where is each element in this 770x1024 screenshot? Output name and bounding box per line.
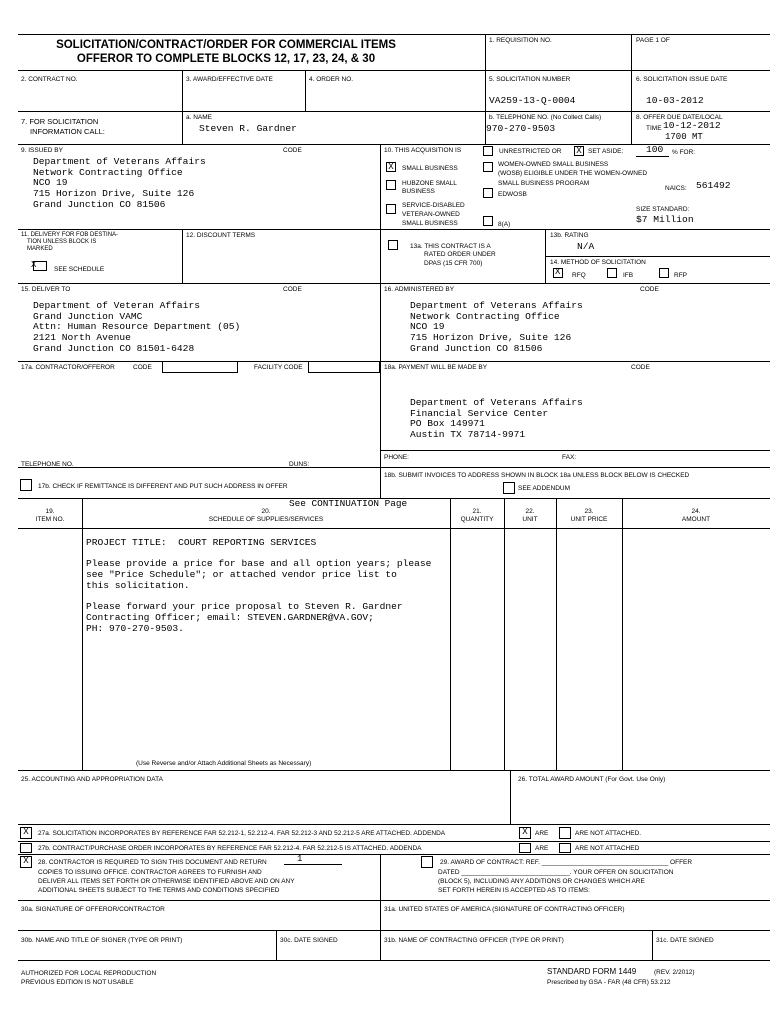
sdvosb-label-3: SMALL BUSINESS [402,220,458,227]
quantity-header: 21. [472,508,482,515]
form-subtitle: OFFEROR TO COMPLETE BLOCKS 12, 17, 23, 24, & 30 [76,53,376,65]
acquisition-label: 10. THIS ACQUISITION IS [384,147,462,154]
setaside-label: SET ASIDE: [588,148,624,155]
unit-header-2: UNIT [522,516,538,523]
remittance-checkbox[interactable] [20,479,32,491]
schedule-body: PROJECT TITLE: COURT REPORTING SERVICES Please provide a price for base and all option years; please see "Price Schedule"; or attached vendor price list to this solicitation. Please forward your price proposal to Steven R. Gardner Contracting Officer; email: STEVEN.GARDNER@VA.GOV; PH: 970-270-9503. [86,537,432,634]
see-schedule-label: SEE SCHEDULE [54,266,105,273]
telephone-label: b. TELEPHONE NO. (No Collect Calls) [489,114,602,121]
wosb-label: WOMEN-OWNED SMALL BUSINESS [498,161,609,168]
facility-code-box[interactable] [308,361,380,373]
duns-label: DUNS: [289,461,310,468]
28-label-2: COPIES TO ISSUING OFFICE. CONTRACTOR AGREES TO FURNISH AND [38,869,262,876]
wosb-checkbox[interactable] [483,162,493,172]
28-label-1: 28. CONTRACTOR IS REQUIRED TO SIGN THIS DOCUMENT AND RETURN [38,859,267,866]
27a-are-not-checkbox[interactable] [559,827,571,839]
28-checkbox[interactable]: X [20,856,32,868]
footer-previous-edition: PREVIOUS EDITION IS NOT USABLE [21,979,134,986]
quantity-header-2: QUANTITY [460,516,494,523]
27b-checkbox[interactable] [20,843,32,853]
time-label: TIME [646,125,662,132]
see-addendum-checkbox[interactable] [503,482,515,494]
form-title: SOLICITATION/CONTRACT/ORDER FOR COMMERCIAL ITEMS [56,39,396,51]
requisition-label: 1. REQUISITION NO. [489,37,552,44]
contract-no-label: 2. CONTRACT NO. [21,76,78,83]
solicitation-number: VA259-13-Q-0004 [489,95,576,106]
footer-reproduction: AUTHORIZED FOR LOCAL REPRODUCTION [21,970,157,977]
payment-label: 18a. PAYMENT WILL BE MADE BY [384,364,488,371]
rated-order-label-2: RATED ORDER UNDER [424,251,496,258]
28-label-3: DELIVER ALL ITEMS SET FORTH OR OTHERWISE IDENTIFIED ABOVE AND ON ANY [38,878,295,885]
27a-are-not-label: ARE NOT ATTACHED. [575,830,642,837]
contractor-code-label: CODE [133,364,152,371]
hubzone-label-2: BUSINESS [402,188,435,195]
solicitation-number-label: 5. SOLICITATION NUMBER [489,76,571,83]
officer-name-label: 31b. NAME OF CONTRACTING OFFICER (TYPE OR PRINT) [384,937,564,944]
see-schedule-mark: X [31,260,37,270]
29-label-1: 29. AWARD OF CONTRACT: REF. ___________________________________ OFFER [440,859,693,866]
rated-order-label: 13a. THIS CONTRACT IS A [410,243,491,250]
signer-name-label: 30b. NAME AND TITLE OF SIGNER (TYPE OR PRINT) [21,937,183,944]
unrestricted-checkbox[interactable] [483,146,493,156]
small-business-checkbox[interactable]: X [386,162,396,172]
footer-prescribed: Prescribed by GSA - FAR (48 CFR) 53.212 [547,979,671,986]
edwosb-label: EDWOSB [498,191,527,198]
deliver-to-address: Department of Veteran Affairs Grand Junction VAMC Attn: Human Resource Department (05) 2121 North Avenue Grand Junction CO 81501-6428 [33,300,241,354]
unit-price-header: 23. [584,508,594,515]
27b-are-checkbox[interactable] [519,843,531,853]
remittance-label: 17b. CHECK IF REMITTANCE IS DIFFERENT AND PUT SUCH ADDRESS IN OFFER [38,483,288,490]
rfq-label: RFQ [572,272,586,279]
delivery-label-2: TION UNLESS BLOCK IS [27,239,97,245]
schedule-header-2: SCHEDULE OF SUPPLIES/SERVICES [208,516,324,523]
offer-due-label: 8. OFFER DUE DATE/LOCAL [636,114,723,121]
29-checkbox[interactable] [421,856,433,868]
hubzone-checkbox[interactable] [386,180,396,190]
facility-code-label: FACILITY CODE [254,364,303,371]
28-label-4: ADDITIONAL SHEETS SUBJECT TO THE TERMS AND CONDITIONS SPECIFIED [38,887,280,894]
contact-name: Steven R. Gardner [199,123,297,134]
issue-date: 10-03-2012 [646,95,704,106]
item-no-header-2: ITEM NO. [35,516,65,523]
payment-code-label: CODE [631,364,650,371]
discount-terms-label: 12. DISCOUNT TERMS [186,232,256,239]
rfp-checkbox[interactable] [659,268,669,278]
unrestricted-label: UNRESTRICTED OR [499,148,562,155]
telephone-no-label: TELEPHONE NO. [21,461,74,468]
reverse-note: (Use Reverse and/or Attach Additional Sheets as Necessary) [136,760,312,767]
size-standard: $7 Million [636,214,694,225]
issued-by-code-label: CODE [283,147,302,154]
schedule-header: 20. [261,508,271,515]
eight-a-label: 8(A) [498,221,511,228]
setaside-checkbox[interactable]: X [574,146,584,156]
percent-for-label: % FOR: [672,149,696,156]
ifb-label: IFB [623,272,634,279]
contractor-label: 17a. CONTRACTOR/OFFEROR [21,364,115,371]
29-label-4: SET FORTH HEREIN IS ACCEPTED AS TO ITEMS: [438,887,590,894]
deliver-to-label: 15. DELIVER TO [21,286,71,293]
contractor-code-box[interactable] [162,361,238,373]
rating-label: 13b. RATING [550,232,589,239]
method-label: 14. METHOD OF SOLICITATION [550,259,646,266]
29-label-2: DATED ______________________________. YOUR OFFER ON SOLICITATION [438,869,674,876]
offeror-signature-label: 30a. SIGNATURE OF OFFEROR/CONTRACTOR [21,906,165,913]
contact-phone: 970-270-9503 [486,123,556,134]
unit-header: 22. [525,508,535,515]
rfq-mark: X [555,267,561,277]
issued-by-label: 9. ISSUED BY [21,147,63,154]
delivery-label-3: MARKED [27,246,53,252]
27a-are-label: ARE [535,830,549,837]
eight-a-checkbox[interactable] [483,216,493,226]
rated-order-checkbox[interactable] [388,240,398,250]
administered-by-label: 16. ADMINISTERED BY [384,286,455,293]
phone-label: PHONE: [384,454,409,461]
offer-due-time: 1700 MT [665,132,703,142]
hubzone-label: HUBZONE SMALL [402,180,457,187]
rated-order-label-3: DPAS (15 CFR 700) [424,260,483,267]
wosb-label-2: (WOSB) ELIGIBLE UNDER THE WOMEN-OWNED [498,170,648,177]
footer-form-name: STANDARD FORM 1449 [547,967,637,976]
27a-are-checkbox[interactable]: X [519,827,531,839]
wosb-label-3: SMALL BUSINESS PROGRAM [498,180,590,187]
unit-price-header-2: UNIT PRICE [570,516,608,523]
accounting-label: 25. ACCOUNTING AND APPROPRIATION DATA [21,776,163,783]
payment-address: Department of Veterans Affairs Financial Service Center PO Box 149971 Austin TX 78714-9971 [410,397,583,441]
administered-by-address: Department of Veterans Affairs Network Contracting Office NCO 19 715 Horizon Drive, Suite 126 Grand Junction CO 81506 [410,300,583,354]
name-label: a. NAME [186,114,213,121]
deliver-to-code-label: CODE [283,286,302,293]
continuation-note: See CONTINUATION Page [289,498,408,509]
size-standard-label: SIZE STANDARD: [636,206,690,213]
sdvosb-checkbox[interactable] [386,204,396,214]
29-label-3: (BLOCK 5), INCLUDING ANY ADDITIONS OR CHANGES WHICH ARE [438,878,645,885]
officer-signature-label: 31a. UNITED STATES OF AMERICA (SIGNATURE OF CONTRACTING OFFICER) [384,906,625,913]
naics-label: NAICS: [665,185,687,192]
delivery-label: 11. DELIVERY FOR FOB DESTINA- [21,232,119,238]
see-addendum-label: SEE ADDENDUM [518,485,571,492]
ifb-checkbox[interactable] [607,268,617,278]
page-label: PAGE 1 OF [636,37,670,44]
copies-count: 1 [297,854,303,864]
amount-header-2: AMOUNT [681,516,711,523]
order-no-label: 4. ORDER NO. [309,76,354,83]
officer-date-signed-label: 31c. DATE SIGNED [656,937,714,944]
footer-revision: (REV. 2/2012) [654,969,695,976]
fax-label: FAX: [562,454,577,461]
info-call-label-2: INFORMATION CALL: [30,127,105,136]
27a-label: 27a. SOLICITATION INCORPORATES BY REFERENCE FAR 52.212-1, 52.212-4. FAR 52.212-3 AND 52.212-5 ARE ATTACHED. ADDENDA [38,830,446,837]
issued-by-address: Department of Veterans Affairs Network Contracting Office NCO 19 715 Horizon Drive, Suite 126 Grand Junction CO 81506 [33,156,206,210]
info-call-label: 7. FOR SOLICITATION [21,117,99,126]
sdvosb-label-2: VETERAN-OWNED [402,211,460,218]
total-award-label: 26. TOTAL AWARD AMOUNT (For Govt. Use Only) [518,776,666,783]
27b-label: 27b. CONTRACT/PURCHASE ORDER INCORPORATES BY REFERENCE FAR 52.212-4. FAR 52.212-5 IS ATTACHED. ADDENDA [38,845,422,852]
edwosb-checkbox[interactable] [483,188,493,198]
sdvosb-label: SERVICE-DISABLED [402,202,465,209]
item-no-header: 19. [45,508,55,515]
award-date-label: 3. AWARD/EFFECTIVE DATE [186,76,273,83]
rfp-label: RFP [674,272,687,279]
rating-value: N/A [577,241,595,252]
27b-are-not-checkbox[interactable] [559,843,571,853]
27a-checkbox[interactable]: X [20,827,32,839]
small-business-label: SMALL BUSINESS [402,165,458,172]
invoice-label: 18b. SUBMIT INVOICES TO ADDRESS SHOWN IN BLOCK 18a UNLESS BLOCK BELOW IS CHECKED [384,472,690,479]
setaside-percent: 100 [646,144,664,155]
amount-header: 24. [691,508,701,515]
offeror-date-signed-label: 30c. DATE SIGNED [280,937,338,944]
naics-code: 561492 [696,180,731,191]
27b-are-not-label: ARE NOT ATTACHED [575,845,640,852]
administered-by-code-label: CODE [640,286,659,293]
issue-date-label: 6. SOLICITATION ISSUE DATE [636,76,728,83]
offer-due-date: 10-12-2012 [663,120,721,131]
27b-are-label: ARE [535,845,549,852]
